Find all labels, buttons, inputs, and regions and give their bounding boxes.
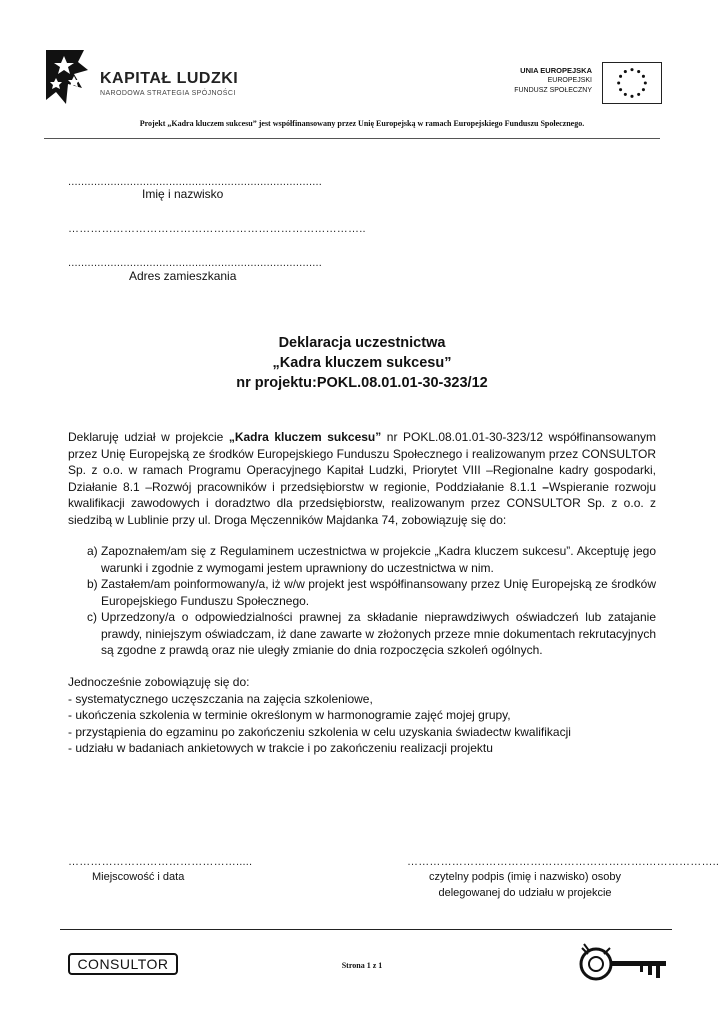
list-item-text: Zapoznałem/am się z Regulaminem uczestnictwa w projekcie „Kadra kluczem sukcesu”. Akceptuję jego warunki i zgodnie z wymogami jestem uprawniony do uczestnictwa w nim. bbox=[101, 544, 656, 575]
kapital-ludzki-title: KAPITAŁ LUDZKI bbox=[100, 70, 239, 87]
commitments-intro: Jednocześnie zobowiązuję się do: bbox=[68, 675, 250, 689]
eu-line-2: EUROPEJSKI bbox=[547, 77, 592, 84]
list-item-text: Uprzedzony/a o odpowiedzialności prawnej za składanie nieprawdziwych oświadczeń lub zatajanie prawdy, niniejszym oświadczam, iż dane zawarte w złożonych przeze mnie dokumentach rekrutacyjnych są zgodne z prawdą oraz nie uległy zmianie do dnia rozpoczęcia szkoleń ogólnych. bbox=[101, 610, 656, 657]
project-cofinancing-line: Projekt „Kadra kluczem sukcesu” jest współfinansowany przez Unię Europejską w ramach Europejskiego Funduszu Społecznego. bbox=[139, 119, 585, 128]
title-line-3: nr projektu:POKL.08.01.01-30-323/12 bbox=[236, 375, 488, 391]
list-item bbox=[68, 543, 656, 576]
consultor-logo: CONSULTOR bbox=[68, 953, 178, 975]
list-item: - udziału w badaniach ankietowych w trakcie i po zakończeniu realizacji projektu bbox=[68, 741, 493, 755]
signature-dotted-line: ……………………………………………………….……………….. bbox=[407, 856, 720, 868]
list-item bbox=[68, 609, 656, 659]
declaration-project-name: „Kadra kluczem sukcesu” bbox=[228, 430, 382, 444]
list-item: - przystąpienia do egzaminu po zakończeniu szkolenia w celu uzyskania świadectw kwalifikacji bbox=[68, 724, 571, 739]
eu-line-1: UNIA EUROPEJSKA bbox=[520, 66, 592, 75]
page-number: Strona 1 z 1 bbox=[341, 961, 383, 970]
list-item-text: Zastałem/am poinformowany/a, iż w/w projekt jest współfinansowany przez Unię Europejską ze środków Europejskiego Funduszu Społecznego. bbox=[101, 577, 656, 608]
list-marker: c) bbox=[87, 610, 97, 624]
kapital-ludzki-logo bbox=[44, 48, 244, 108]
eu-flag-icon bbox=[602, 62, 662, 104]
key-logo-icon bbox=[574, 942, 670, 986]
eu-line-3: FUNDUSZ SPOŁECZNY bbox=[514, 87, 592, 94]
signature-label-line-2: delegowanej do udziału w projekcie bbox=[438, 887, 612, 899]
declaration-paragraph bbox=[68, 429, 656, 528]
footer-divider bbox=[60, 929, 672, 930]
name-dotted-line: .............................................................................. bbox=[68, 176, 322, 188]
list-item: - ukończenia szkolenia w terminie określonym w harmonogramie zajęć mojej grupy, bbox=[68, 708, 511, 722]
list-item bbox=[68, 576, 656, 609]
commitments-section bbox=[68, 674, 656, 757]
address-label: Adres zamieszkania bbox=[129, 269, 237, 283]
declaration-dash: – bbox=[542, 479, 549, 494]
title-line-2: „Kadra kluczem sukcesu” bbox=[272, 355, 452, 371]
place-date-label: Miejscowość i data bbox=[92, 871, 185, 883]
kapital-ludzki-subtitle: NARODOWA STRATEGIA SPÓJNOŚCI bbox=[100, 90, 236, 97]
place-date-dotted-line: ………………………………………..... bbox=[68, 856, 253, 868]
document-title bbox=[0, 333, 724, 393]
second-dotted-line: …………………………………………………………………….. bbox=[68, 223, 366, 235]
kapital-ludzki-emblem-icon bbox=[44, 48, 92, 106]
signature-label bbox=[404, 869, 646, 901]
name-label: Imię i nazwisko bbox=[142, 187, 224, 201]
declaration-part-1: Deklaruję udział w projekcie bbox=[68, 430, 229, 444]
list-item: - systematycznego uczęszczania na zajęcia szkoleniowe, bbox=[68, 691, 373, 706]
list-marker: b) bbox=[87, 577, 98, 591]
title-line-1: Deklaracja uczestnictwa bbox=[278, 335, 446, 351]
declaration-part-3: Wspieranie rozwoju kwalifikacji zawodowych i doradztwo dla przedsiębiorstw, realizowanym przez CONSULTOR Sp. z o.o. z siedzibą w Lublinie przy ul. Droga Męczenników Majdanka 74, zobowiązuję się do: bbox=[68, 479, 656, 527]
declaration-part-2: nr POKL.08.01.01-30-323/12 współfinansowanym przez Unię Europejską ze środków Europejskiego Funduszu Społecznego i realizowanym przez CONSULTOR Sp. z o.o. w ramach Programu Operacyjnego Kapitał Ludzki, Priorytet VIII –Regionalne kadry gospodarki, Działanie 8.1 –Rozwój pracowników i przedsiębiorstw w regionie, Poddziałanie 8.1.1 bbox=[68, 430, 656, 494]
eu-logo-text bbox=[514, 66, 592, 96]
eu-logo bbox=[500, 62, 662, 104]
list-marker: a) bbox=[87, 544, 98, 558]
header-divider bbox=[44, 138, 660, 139]
signature-label-line-1: czytelny podpis (imię i nazwisko) osoby bbox=[429, 871, 621, 883]
address-dotted-line: .............................................................................. bbox=[68, 257, 322, 269]
statements-list bbox=[68, 543, 656, 659]
